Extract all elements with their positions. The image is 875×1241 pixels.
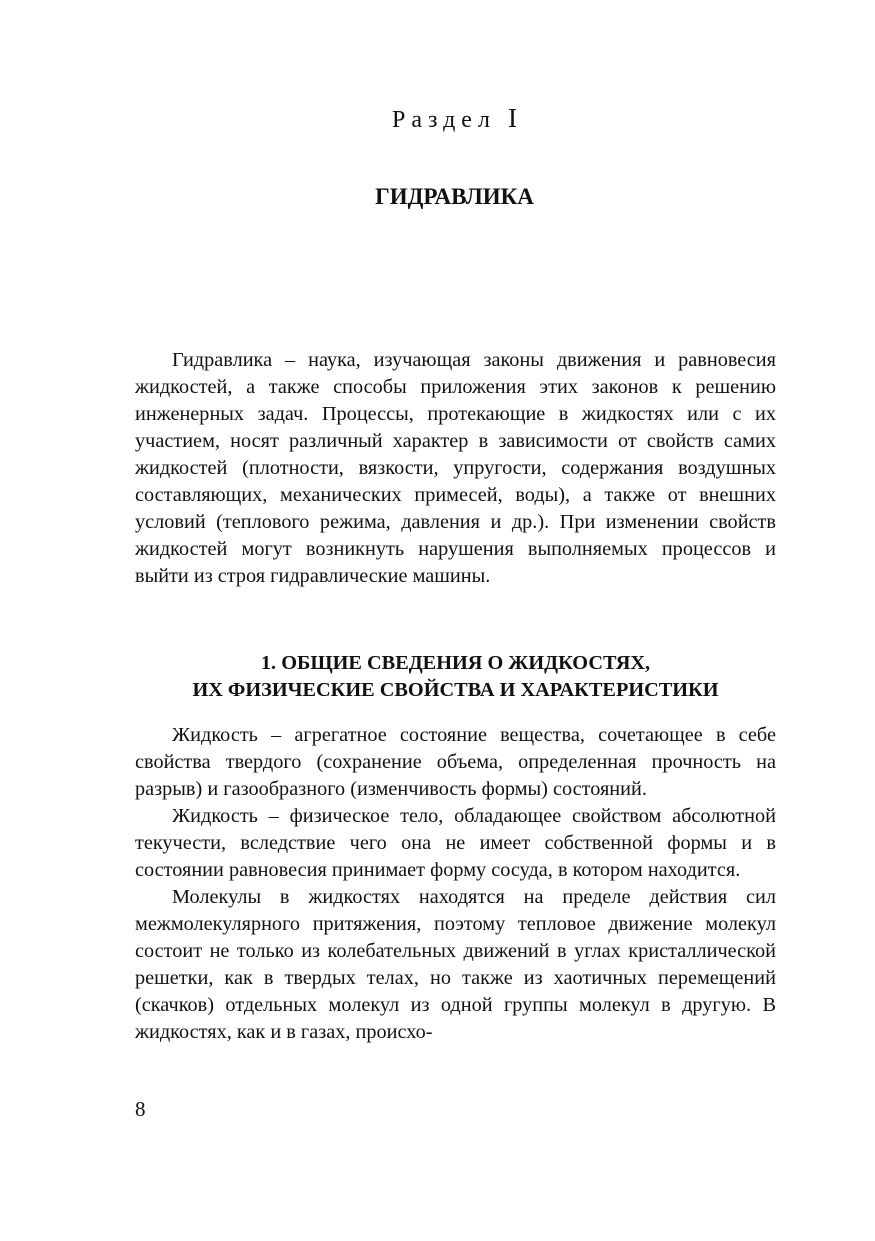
section-label-word: Раздел — [392, 107, 496, 133]
body-paragraph-2: Жидкость – физическое тело, обладающее свойством абсолютной текучести, вследствие чего она не имеет собственной формы и в состоянии равновесия принимает форму сосуда, в котором находится. — [135, 805, 776, 881]
section-number: I — [507, 103, 517, 133]
part-title: ГИДРАВЛИКА — [375, 184, 534, 209]
chapter-heading-line-1: 1. ОБЩИЕ СВЕДЕНИЯ О ЖИДКОСТЯХ, — [260, 652, 651, 674]
page-number: 8 — [135, 1097, 146, 1121]
intro-block — [135, 347, 776, 590]
section-label — [0, 103, 875, 135]
chapter-heading-line-2: ИХ ФИЗИЧЕСКИЕ СВОЙСТВА И ХАРАКТЕРИСТИКИ — [192, 679, 719, 701]
chapter-heading — [135, 650, 776, 704]
intro-paragraph: Гидравлика – наука, изучающая законы движения и равновесия жидкостей, а также способы приложения этих законов к решению инженерных задач. Процессы, протекающие в жидкостях или с их участием, носят различный характер в зависимости от свойств самих жидкостей (плотности, вязкости, упругости, содержания воздушных составляющих, механических примесей, воды), а также от внешних условий (теплового режима, давления и др.). При изменении свойств жидкостей могут возникнуть нарушения выполняемых процессов и выйти из строя гидравлические машины. — [135, 349, 776, 587]
body-paragraph-3: Молекулы в жидкостях находятся на пределе действия сил межмолекулярного притяжения, поэтому тепловое движение молекул состоит не только из колебательных движений в углах кристаллической решетки, как в твердых телах, но также из хаотичных перемещений (скачков) отдельных молекул из одной группы молекул в другую. В жидкостях, как и в газах, происхо- — [135, 886, 776, 1043]
body-paragraph-1: Жидкость – агрегатное состояние вещества, сочетающее в себе свойства твердого (сохранение объема, определенная прочность на разрыв) и газообразного (изменчивость формы) состояний. — [135, 724, 776, 800]
chapter-body — [135, 722, 776, 1046]
